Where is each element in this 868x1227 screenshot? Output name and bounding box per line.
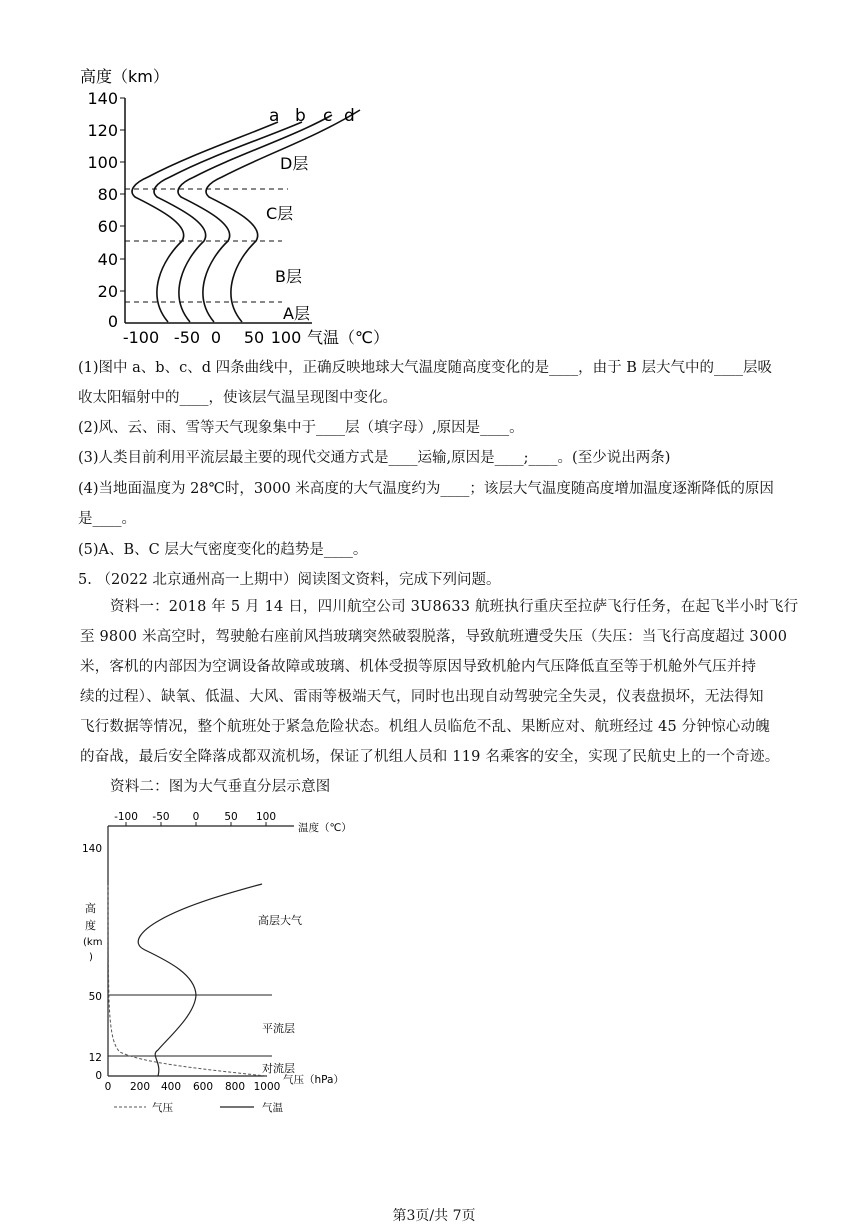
curve-label: a <box>269 106 280 126</box>
top-tick-label: -50 <box>152 811 170 823</box>
x-tick-label: 50 <box>243 328 265 347</box>
bottom-tick-label: 1000 <box>253 1081 281 1093</box>
layer-label: B层 <box>275 267 302 286</box>
layer-label: 平流层 <box>262 1022 295 1035</box>
y-tick-label: 12 <box>88 1052 102 1064</box>
y-tick-label: 60 <box>97 217 118 236</box>
bottom-tick-label: 600 <box>192 1081 214 1093</box>
bottom-tick-label: 0 <box>104 1081 112 1093</box>
y-axis-title-char: 高 <box>85 902 96 915</box>
material-one-line: 资料一：2018 年 5 月 14 日，四川航空公司 3U8633 航班执行重庆至拉萨飞行任务，在起飞半小时飞行 <box>110 599 799 615</box>
y-tick-label: 50 <box>88 991 102 1003</box>
y-axis-title: 高度（km） <box>80 67 169 86</box>
atmosphere-temperature-chart <box>70 55 410 350</box>
curve-c <box>178 115 332 322</box>
y-tick-label: 140 <box>81 843 102 855</box>
x-axis-title: 气温（℃） <box>307 328 389 347</box>
y-tick-label: 0 <box>95 1070 102 1082</box>
y-axis-title-char: ) <box>89 952 93 963</box>
y-tick-label: 40 <box>97 250 118 269</box>
temperature-curve <box>138 884 262 1076</box>
x-tick-label: -100 <box>122 328 160 347</box>
layer-label: A层 <box>283 304 310 323</box>
question-4-line-2: 是____。 <box>78 511 136 527</box>
top-tick-label: 0 <box>192 811 200 823</box>
y-tick-label: 140 <box>87 89 118 108</box>
layer-label: 对流层 <box>262 1062 295 1075</box>
curve-a <box>132 122 278 322</box>
material-one-line: 米，客机的内部因为空调设备故障或玻璃、机体受损等原因导致机舱内气压降低直至等于机舱外气压并持 <box>80 659 757 675</box>
bottom-tick-label: 400 <box>160 1081 182 1093</box>
material-one-line: 续的过程）、缺氧、低温、大风、雷雨等极端天气，同时也出现自动驾驶完全失灵，仪表盘损坏，无法得知 <box>80 689 764 705</box>
legend-pressure-label: 气压 <box>152 1102 173 1114</box>
y-tick-label: 20 <box>97 282 118 301</box>
top-tick-label: -100 <box>114 811 138 823</box>
y-tick-label: 0 <box>107 312 118 331</box>
bottom-axis-title: 气压（hPa） <box>283 1074 344 1086</box>
layer-label: C层 <box>266 204 294 223</box>
question-5: (5)A、B、C 层大气密度变化的趋势是____。 <box>78 542 368 558</box>
top-tick-label: 100 <box>255 811 277 823</box>
x-tick-label: 0 <box>210 328 222 347</box>
curve-label: b <box>295 106 306 126</box>
material-one-line: 飞行数据等情况，整个航班处于紧急危险状态。机组人员临危不乱、果断应对、航班经过 45 分钟惊心动魄 <box>80 719 770 735</box>
bottom-tick-label: 800 <box>224 1081 246 1093</box>
top-axis-title: 温度（℃） <box>298 822 352 834</box>
y-tick-label: 100 <box>87 153 118 172</box>
curve-label: c <box>323 106 333 126</box>
problem-5-header: 5. （2022 北京通州高一上期中）阅读图文资料，完成下列问题。 <box>78 572 501 588</box>
curve-label: d <box>344 106 355 126</box>
material-one-line: 至 9800 米高空时，驾驶舱右座前风挡玻璃突然破裂脱落，导致航班遭受失压（失压：当飞行高度超过 3000 <box>80 629 788 645</box>
question-1-line-1: (1)图中 a、b、c、d 四条曲线中，正确反映地球大气温度随高度变化的是____，由于 B 层大气中的____层吸 <box>78 360 772 376</box>
bottom-tick-label: 200 <box>129 1081 151 1093</box>
legend-temperature-label: 气温 <box>262 1102 283 1114</box>
x-tick-label: -50 <box>173 328 201 347</box>
question-1-line-2: 收太阳辐射中的____，使该层气温呈现图中变化。 <box>78 390 397 406</box>
pressure-curve <box>108 885 266 1076</box>
layer-label: D层 <box>280 154 309 173</box>
material-one-line: 的奋战，最后安全降落成都双流机场，保证了机组人员和 119 名乘客的安全，实现了民航史上的一个奇迹。 <box>80 749 780 765</box>
y-axis-title-char: 度 <box>85 919 96 932</box>
question-2: (2)风、云、雨、雪等天气现象集中于____层（填字母）,原因是____。 <box>78 420 524 436</box>
material-two-caption: 资料二：图为大气垂直分层示意图 <box>110 779 331 795</box>
atmosphere-layers-diagram <box>80 800 380 1120</box>
layer-label: 高层大气 <box>258 914 302 927</box>
y-tick-label: 80 <box>97 185 118 204</box>
question-4-line-1: (4)当地面温度为 28℃时，3000 米高度的大气温度约为____；该层大气温度随高度增加温度逐渐降低的原因 <box>78 481 774 497</box>
page-footer: 第3页/共 7页 <box>392 1208 476 1224</box>
y-tick-label: 120 <box>87 121 118 140</box>
top-tick-label: 50 <box>224 811 238 823</box>
x-tick-label: 100 <box>270 328 302 347</box>
question-3: (3)人类目前利用平流层最主要的现代交通方式是____运输,原因是____;____。(至少说出两条) <box>78 450 671 466</box>
y-axis-title-char: (km <box>83 937 103 948</box>
